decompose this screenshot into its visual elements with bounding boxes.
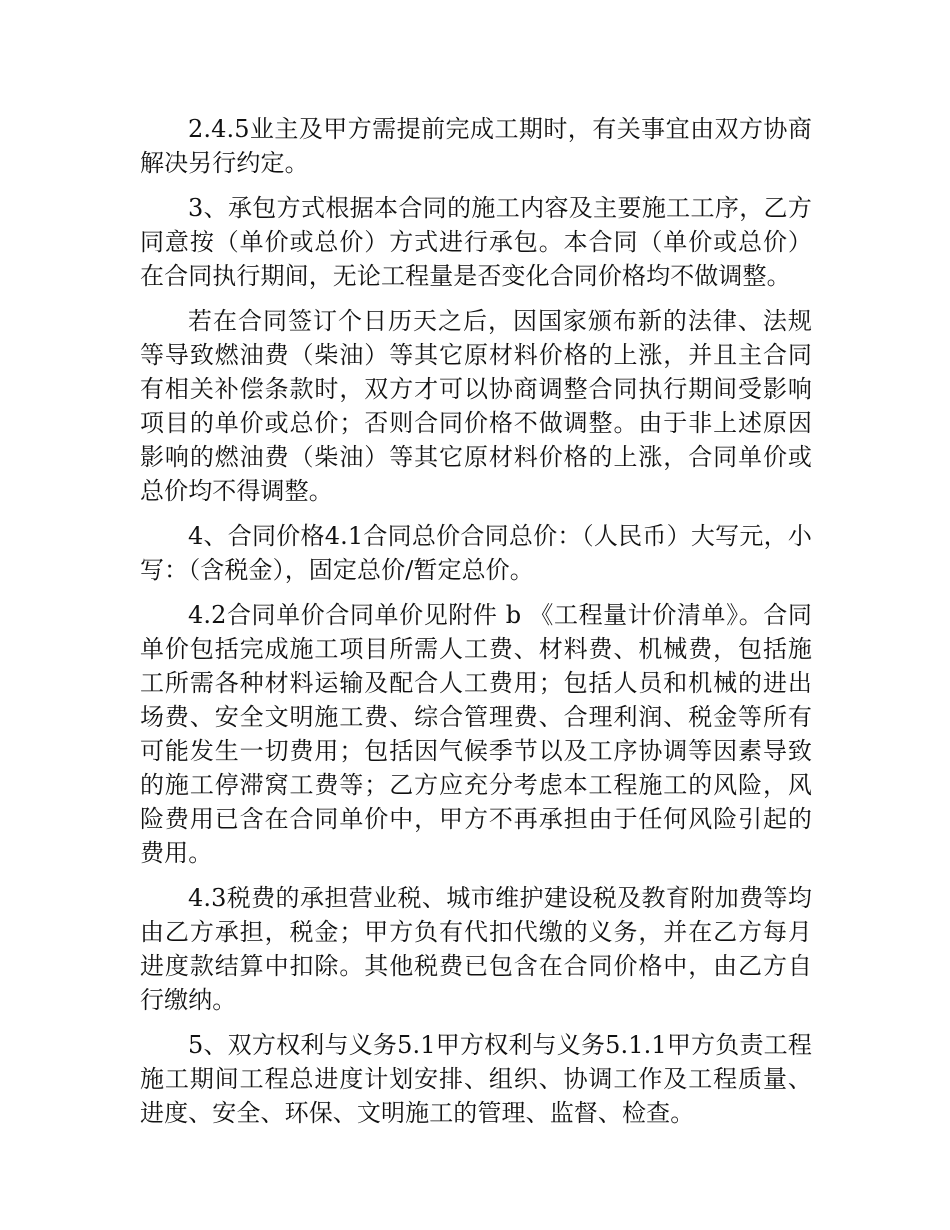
paragraph-2-4-5: 2.4.5业主及甲方需提前完成工期时，有关事宜由双方协商解决另行约定。: [140, 115, 812, 177]
paragraph-4-2-unit-price: 4.2合同单价合同单价见附件 b 《工程量计价清单》。合同单价包括完成施工项目所需人工费、材料费、机械费，包括施工所需各种材料运输及配合人工费用；包括人员和机械的进出场费、安全文明施工费、综合管理费、合理利润、税金等所有可能发生一切费用；包括因气候季节以及工序协调等因素导致的施工停滞窝工费等；乙方应充分考虑本工程施工的风险，风险费用已含在合同单价中，甲方不再承担由于任何风险引起的费用。: [140, 601, 812, 867]
paragraph-contract-method: 3、承包方式根据本合同的施工内容及主要施工工序，乙方同意按（单价或总价）方式进行承包。本合同（单价或总价）在合同执行期间，无论工程量是否变化合同价格均不做调整。: [140, 194, 812, 290]
paragraph-price-adjustment: 若在合同签订个日历天之后，因国家颁布新的法律、法规等导致燃油费（柴油）等其它原材料价格的上涨，并且主合同有相关补偿条款时，双方才可以协商调整合同执行期间受影响项目的单价或总价；否则合同价格不做调整。由于非上述原因影响的燃油费（柴油）等其它原材料价格的上涨，合同单价或总价均不得调整。: [140, 307, 812, 505]
paragraph-4-3-taxes: 4.3税费的承担营业税、城市维护建设税及教育附加费等均由乙方承担，税金；甲方负有代扣代缴的义务，并在乙方每月进度款结算中扣除。其他税费已包含在合同价格中，由乙方自行缴纳。: [140, 884, 812, 1014]
document-body: [140, 112, 812, 1141]
paragraph-5-rights-obligations: 5、双方权利与义务5.1甲方权利与义务5.1.1甲方负责工程施工期间工程总进度计划安排、组织、协调工作及工程质量、进度、安全、环保、文明施工的管理、监督、检查。: [140, 1031, 812, 1127]
paragraph-4-1-total-price: 4、合同价格4.1合同总价合同总价：（人民币）大写元，小写：（含税金），固定总价/暂定总价。: [140, 522, 812, 584]
